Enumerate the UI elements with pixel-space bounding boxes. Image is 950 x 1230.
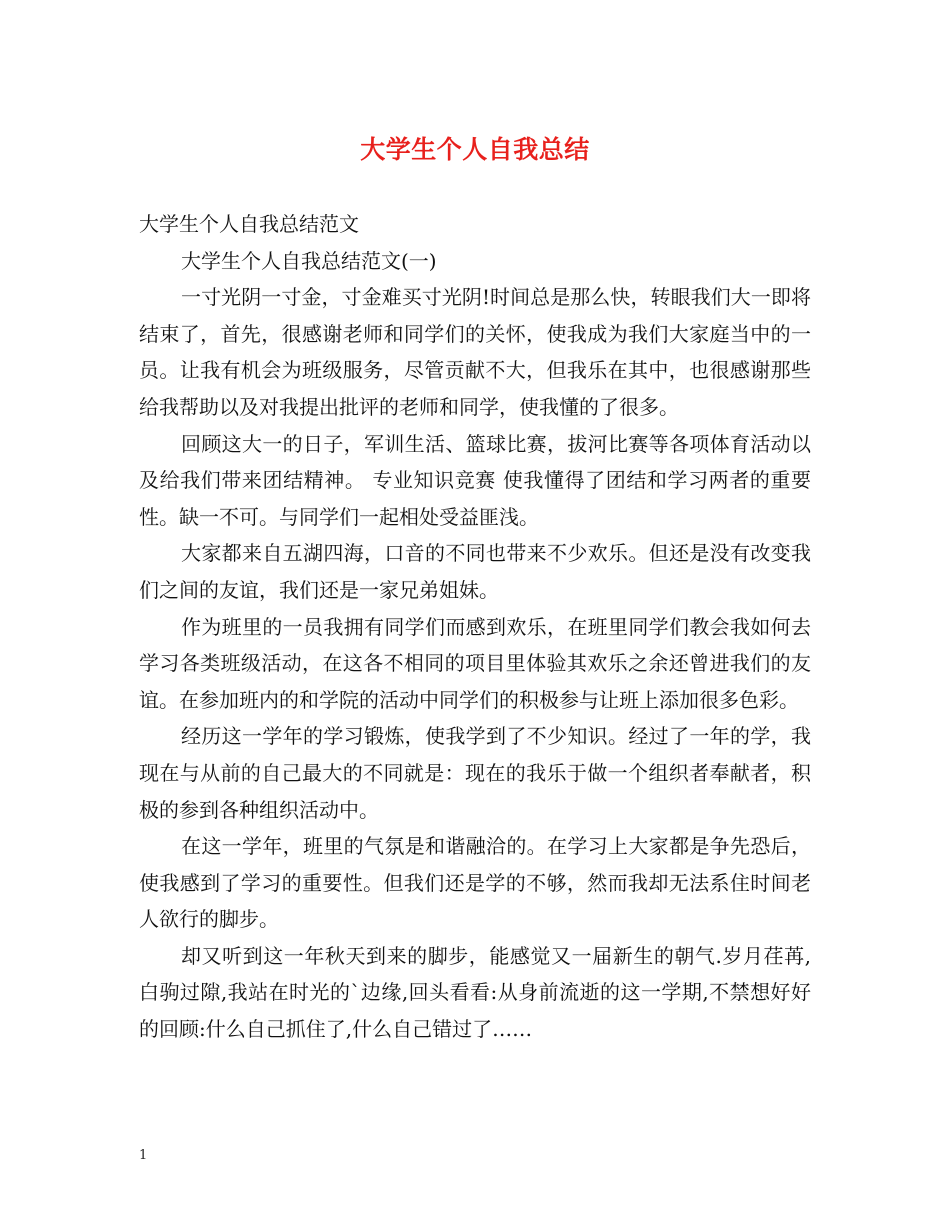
paragraph: 却又听到这一年秋天到来的脚步，能感觉又一届新生的朝气.岁月荏苒,白驹过隙,我站在时光的`边缘,回头看看:从身前流逝的这一学期,不禁想好好的回顾:什么自己抓住了,什么自己错过了……	[139, 943, 811, 1042]
paragraph: 在这一学年，班里的气氛是和谐融洽的。在学习上大家都是争先恐后，使我感到了学习的重要性。但我们还是学的不够，然而我却无法系住时间老人欲行的脚步。	[139, 834, 811, 932]
page-number: 1	[139, 1148, 148, 1163]
paragraph: 回顾这大一的日子，军训生活、篮球比赛，拔河比赛等各项体育活动以及给我们带来团结精神。 专业知识竞赛 使我懂得了团结和学习两者的重要性。缺一不可。与同学们一起相处受益匪浅。	[139, 431, 811, 529]
paragraph: 大家都来自五湖四海，口音的不同也带来不少欢乐。但还是没有改变我们之间的友谊，我们还是一家兄弟姐妹。	[139, 541, 811, 602]
paragraph: 作为班里的一员我拥有同学们而感到欢乐，在班里同学们教会我如何去学习各类班级活动，在这各不相同的项目里体验其欢乐之余还曾进我们的友谊。在参加班内的和学院的活动中同学们的积极参与让班上添加很多色彩。	[139, 614, 811, 712]
section-heading: 大学生个人自我总结范文	[139, 212, 359, 236]
document-body	[139, 206, 811, 1048]
section-subheading: 大学生个人自我总结范文(一)	[181, 248, 437, 273]
document-title: 大学生个人自我总结	[360, 135, 590, 164]
paragraph: 经历这一学年的学习锻炼，使我学到了不少知识。经过了一年的学，我现在与从前的自己最大的不同就是：现在的我乐于做一个组织者奉献者，积极的参到各种组织活动中。	[139, 724, 811, 822]
paragraph: 一寸光阴一寸金，寸金难买寸光阴!时间总是那么快，转眼我们大一即将结束了，首先，很感谢老师和同学们的关怀，使我成为我们大家庭当中的一员。让我有机会为班级服务，尽管贡献不大，但我乐在其中，也很感谢那些给我帮助以及对我提出批评的老师和同学，使我懂的了很多。	[139, 285, 811, 419]
